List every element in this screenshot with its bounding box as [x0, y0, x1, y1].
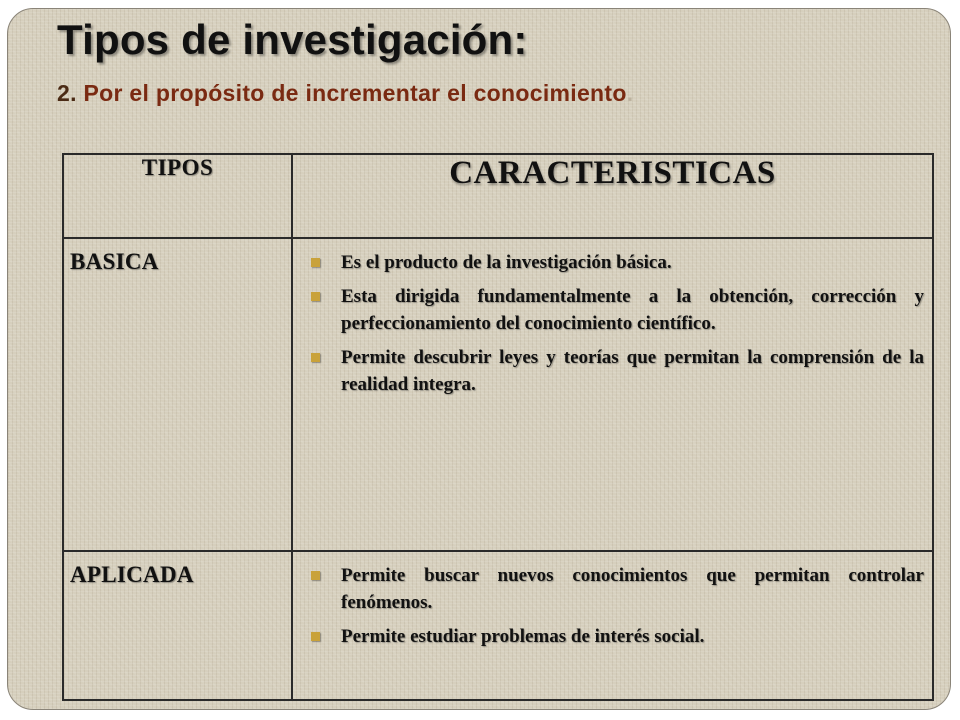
slide-title: Tipos de investigación: [57, 16, 528, 63]
table-row-aplicada [63, 551, 933, 700]
type-cell [63, 551, 292, 700]
type-name-aplicada: APLICADA [70, 562, 194, 587]
bullet-text: Permite estudiar problemas de interés social. [341, 626, 705, 647]
bullet-text: Permite buscar nuevos conocimientos que permitan controlar fenómenos. [341, 565, 924, 613]
square-bullet-icon [311, 571, 320, 580]
type-name-basica: BASICA [70, 249, 159, 274]
table-row-basica [63, 238, 933, 551]
bullet-text: Permite descubrir leyes y teorías que permitan la comprensión de la realidad integra. [341, 347, 924, 395]
type-cell [63, 238, 292, 551]
bullet-list [293, 552, 932, 650]
types-table [62, 153, 934, 701]
list-item [311, 562, 924, 616]
bullet-text: Esta dirigida fundamentalmente a la obtención, corrección y perfeccionamiento del conocimiento científico. [341, 286, 924, 334]
slide-subtitle [57, 80, 633, 107]
table-header-row [63, 154, 933, 238]
bullet-text: Es el producto de la investigación básica. [341, 252, 672, 273]
square-bullet-icon [311, 632, 320, 641]
header-tipos: TIPOS [63, 154, 292, 238]
subtitle-dot: . [626, 80, 634, 106]
subtitle-number: 2. [57, 80, 77, 106]
square-bullet-icon [311, 258, 320, 267]
square-bullet-icon [311, 292, 320, 301]
square-bullet-icon [311, 353, 320, 362]
list-item [311, 344, 924, 398]
bullet-list [293, 239, 932, 398]
characteristics-cell [292, 238, 933, 551]
list-item [311, 249, 924, 276]
characteristics-cell [292, 551, 933, 700]
list-item [311, 623, 924, 650]
header-caracteristicas: CARACTERISTICAS [292, 154, 933, 238]
subtitle-text: Por el propósito de incrementar el conocimiento [83, 80, 627, 106]
list-item [311, 283, 924, 337]
